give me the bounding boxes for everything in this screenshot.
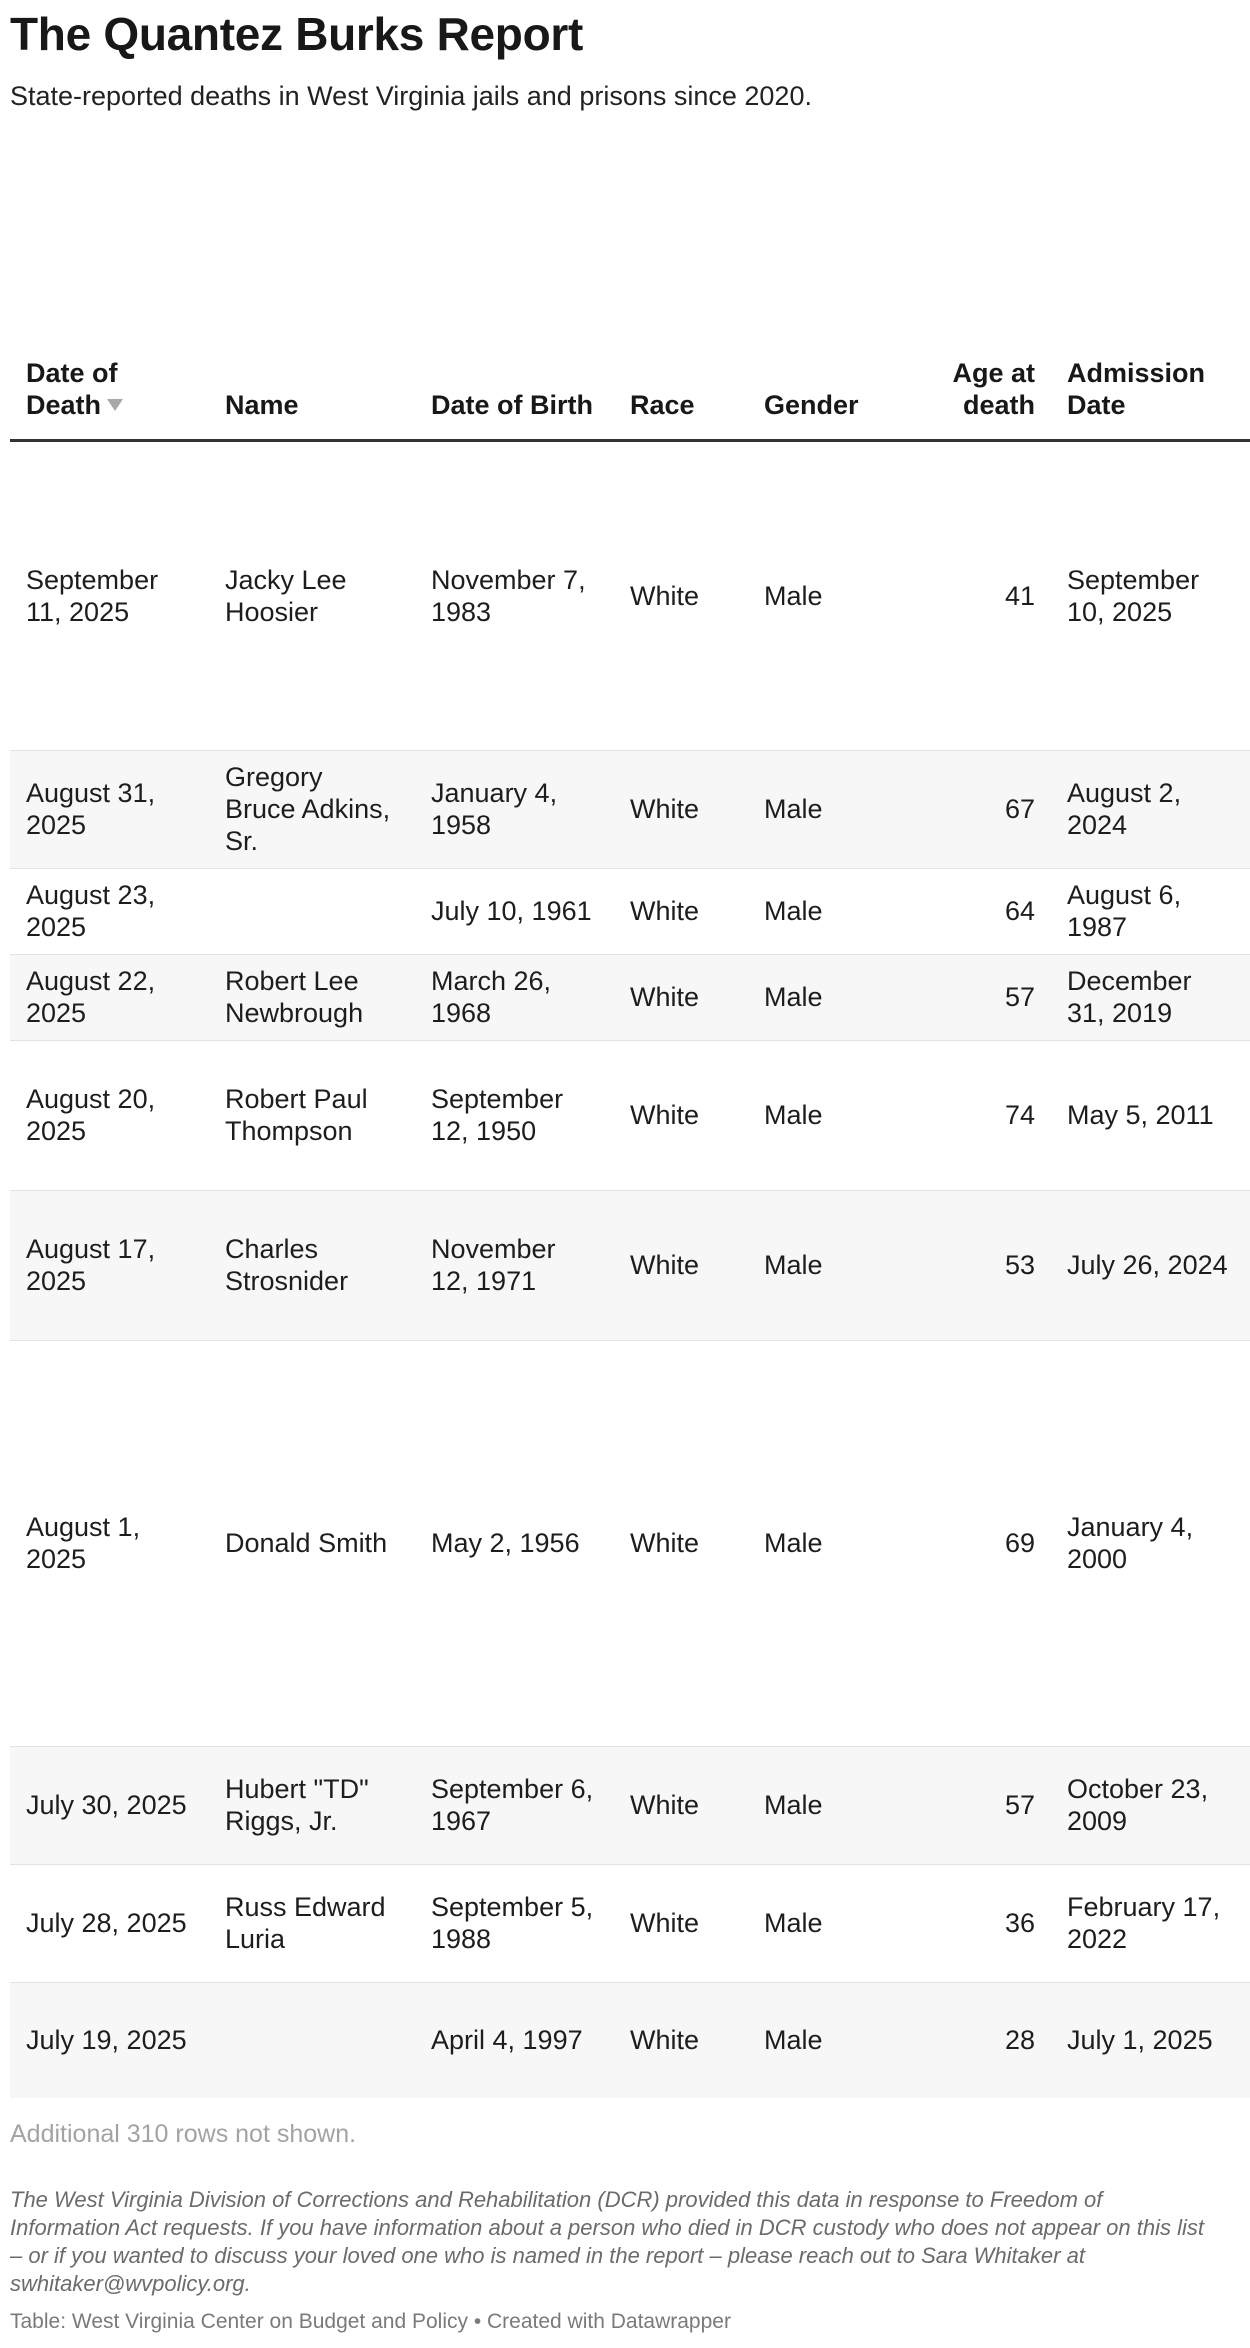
- table-row: [10, 1982, 1250, 2098]
- cell-date-of-birth: May 2, 1956: [431, 1528, 580, 1558]
- more-rows-note: Additional 310 rows not shown.: [10, 2120, 357, 2148]
- cell-race: White: [630, 794, 700, 824]
- cell-age: 69: [1004, 1528, 1035, 1558]
- source-credit: Table: West Virginia Center on Budget and Policy • Created with Datawrapper: [10, 2310, 731, 2333]
- cell-date-of-death: August 17, 2025: [26, 1234, 156, 1296]
- table-row: [10, 440, 1250, 750]
- cell-age: 67: [1004, 794, 1035, 824]
- cell-name: Robert Lee Newbrough: [225, 966, 364, 1028]
- cell-gender: Male: [764, 794, 823, 824]
- cell-age: 41: [1004, 580, 1035, 611]
- cell-race: White: [630, 1790, 700, 1820]
- cell-date-of-birth: November 12, 1971: [431, 1234, 556, 1296]
- cell-admission-date: February 17, 2022: [1067, 1892, 1221, 1954]
- cell-admission-date: December 31, 2019: [1067, 966, 1192, 1028]
- sort-descending-icon: [107, 399, 123, 411]
- column-header-name[interactable]: Name: [225, 389, 299, 420]
- table-row: [10, 750, 1250, 868]
- cell-gender: Male: [764, 2025, 823, 2056]
- cell-race: White: [630, 896, 700, 926]
- cell-age: 53: [1004, 1250, 1035, 1280]
- cell-admission-date: January 4, 2000: [1067, 1512, 1194, 1574]
- cell-gender: Male: [764, 1908, 823, 1938]
- column-header-gender[interactable]: Gender: [764, 389, 859, 420]
- cell-name: [209, 1982, 415, 2098]
- cell-name: Robert Paul Thompson: [225, 1084, 368, 1146]
- column-header-race[interactable]: Race: [630, 389, 695, 420]
- table-row: [10, 954, 1250, 1040]
- cell-name: Donald Smith: [225, 1528, 388, 1558]
- cell-admission-date: October 23, 2009: [1067, 1774, 1209, 1836]
- cell-date-of-birth: March 26, 1968: [431, 966, 552, 1028]
- table-row: [10, 868, 1250, 954]
- cell-gender: Male: [764, 1100, 823, 1130]
- cell-date-of-death: August 1, 2025: [26, 1512, 141, 1574]
- cell-date-of-birth: April 4, 1997: [431, 2025, 583, 2056]
- cell-date-of-birth: July 10, 1961: [431, 896, 592, 926]
- table-row: [10, 1746, 1250, 1864]
- table-row: [10, 1040, 1250, 1190]
- column-header-admission-date[interactable]: Admission Date: [1067, 357, 1206, 420]
- cell-date-of-death: July 30, 2025: [26, 1790, 187, 1820]
- cell-date-of-birth: September 12, 1950: [431, 1084, 564, 1146]
- cell-date-of-birth: September 5, 1988: [431, 1892, 594, 1954]
- cell-name: Russ Edward Luria: [225, 1892, 386, 1954]
- cell-age: 64: [1004, 896, 1035, 926]
- cell-date-of-birth: January 4, 1958: [431, 778, 558, 840]
- cell-gender: Male: [764, 1250, 823, 1280]
- cell-age: 57: [1004, 982, 1035, 1012]
- cell-date-of-birth: September 6, 1967: [431, 1774, 594, 1836]
- table-header-row: [10, 300, 1250, 440]
- table-container[interactable]: [10, 300, 1228, 2098]
- page-title: The Quantez Burks Report: [10, 8, 583, 60]
- cell-race: White: [630, 982, 700, 1012]
- cell-admission-date: August 2, 2024: [1067, 778, 1182, 840]
- column-header-date-of-birth[interactable]: Date of Birth: [431, 389, 593, 420]
- cell-age: 74: [1004, 1100, 1035, 1130]
- cell-admission-date: August 6, 1987: [1067, 880, 1182, 942]
- deaths-table: [10, 300, 1250, 2098]
- cell-race: White: [630, 1250, 700, 1280]
- cell-gender: Male: [764, 1528, 823, 1558]
- cell-date-of-death: August 31, 2025: [26, 778, 156, 840]
- cell-date-of-death: July 19, 2025: [26, 2025, 187, 2056]
- page-subtitle: State-reported deaths in West Virginia jails and prisons since 2020.: [10, 81, 812, 111]
- cell-date-of-death: August 20, 2025: [26, 1084, 156, 1146]
- cell-race: White: [630, 580, 700, 611]
- table-row: [10, 1864, 1250, 1982]
- cell-name: Charles Strosnider: [225, 1234, 349, 1296]
- column-header-age-at-death[interactable]: Age at death: [952, 357, 1035, 420]
- cell-admission-date: September 10, 2025: [1067, 564, 1200, 627]
- cell-date-of-death: August 22, 2025: [26, 966, 156, 1028]
- cell-date-of-birth: November 7, 1983: [431, 564, 586, 627]
- column-header-date-of-death[interactable]: Date of Death: [10, 300, 209, 440]
- table-row: [10, 1190, 1250, 1340]
- cell-gender: Male: [764, 896, 823, 926]
- cell-gender: Male: [764, 982, 823, 1012]
- cell-name: Hubert "TD" Riggs, Jr.: [225, 1774, 369, 1836]
- cell-name: [209, 868, 415, 954]
- cell-age: 57: [1004, 1790, 1035, 1820]
- cell-date-of-death: July 28, 2025: [26, 1908, 187, 1938]
- table-row: [10, 1340, 1250, 1746]
- cell-race: White: [630, 2025, 700, 2056]
- cell-race: White: [630, 1528, 700, 1558]
- cell-admission-date: July 26, 2024: [1067, 1250, 1228, 1280]
- cell-date-of-death: August 23, 2025: [26, 880, 156, 942]
- cell-gender: Male: [764, 1790, 823, 1820]
- cell-admission-date: May 5, 2011: [1067, 1100, 1214, 1130]
- cell-name: Gregory Bruce Adkins, Sr.: [225, 762, 391, 856]
- cell-race: White: [630, 1908, 700, 1938]
- cell-admission-date: July 1, 2025: [1067, 2025, 1213, 2056]
- cell-age: 28: [1004, 2025, 1035, 2056]
- cell-date-of-death: September 11, 2025: [26, 564, 159, 627]
- cell-race: White: [630, 1100, 700, 1130]
- footer-notes: The West Virginia Division of Corrections and Rehabilitation (DCR) provided this data in response to Freedom of Information Act requests. If you have information about a person who died in DCR custody who does not appear on this list – or if you wanted to discuss your loved one who is named in the report – please reach out to Sara Whitaker at swhitaker@wvpolicy.org.: [10, 2187, 1204, 2296]
- cell-age: 36: [1004, 1908, 1035, 1938]
- cell-name: Jacky Lee Hoosier: [225, 564, 347, 627]
- cell-gender: Male: [764, 580, 823, 611]
